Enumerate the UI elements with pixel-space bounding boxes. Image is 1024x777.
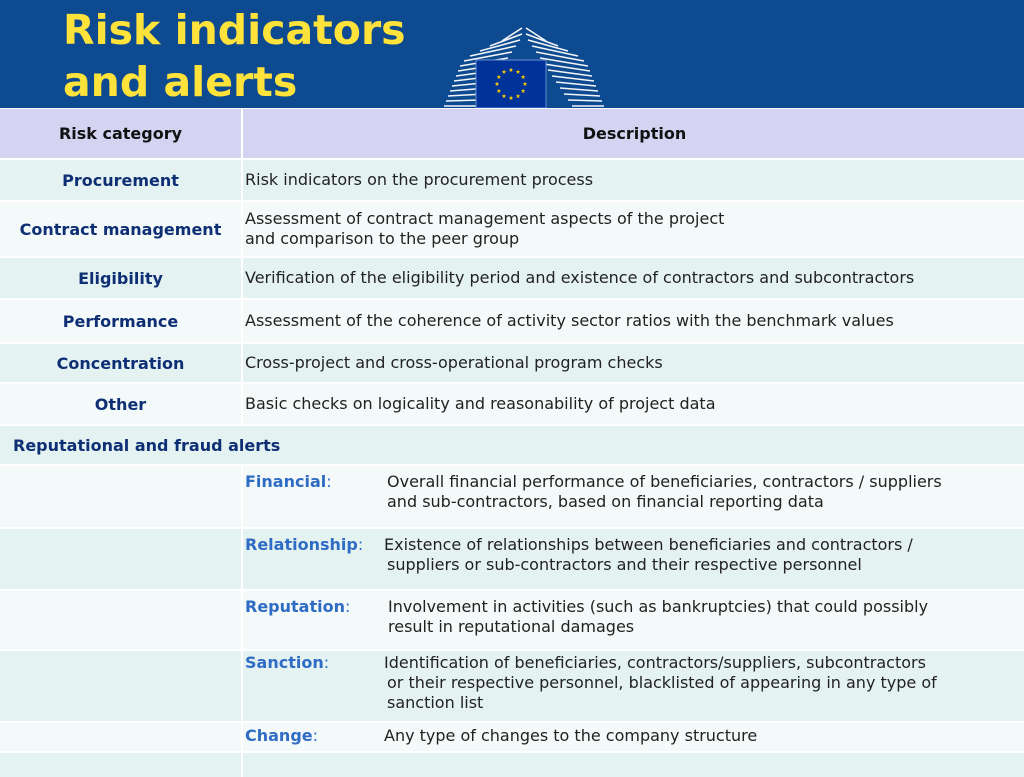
table-row	[0, 300, 1024, 344]
table-row	[0, 384, 1024, 426]
risk-table	[0, 109, 1024, 777]
category-eligibility: Eligibility	[0, 258, 243, 298]
category-procurement: Procurement	[0, 160, 243, 200]
alert-row	[0, 651, 1024, 723]
alert-label-reputation: Reputation:	[245, 597, 351, 616]
alert-row	[0, 529, 1024, 591]
title-line-1: Risk indicators	[63, 6, 406, 54]
alert-row	[0, 466, 1024, 529]
alert-text-sanction: Identification of beneficiaries, contractors/suppliers, subcontractors or their respective personnel, blacklisted of appearing in any type of sanction list	[384, 653, 937, 712]
table-row	[0, 160, 1024, 202]
section-title: Reputational and fraud alerts	[13, 435, 281, 455]
alert-row	[0, 723, 1024, 753]
slide-header	[0, 0, 1024, 108]
header-description: Description	[582, 123, 687, 143]
description-concentration: Cross-project and cross-operational program checks	[245, 353, 663, 372]
table-row	[0, 202, 1024, 258]
alert-text-reputation: Involvement in activities (such as bankruptcies) that could possibly result in reputational damages	[388, 597, 929, 636]
alert-label-change: Change:	[245, 726, 319, 745]
alert-label-relationship: Relationship:	[245, 535, 364, 554]
category-performance: Performance	[0, 300, 243, 342]
title-line-2: and alerts	[63, 58, 298, 106]
description-contract-management: Assessment of contract management aspects of the project and comparison to the peer group	[245, 209, 725, 248]
table-header-row	[0, 109, 1024, 160]
alert-label-sanction: Sanction:	[245, 653, 330, 672]
category-concentration: Concentration	[0, 344, 243, 382]
eu-commission-logo-icon	[440, 26, 608, 108]
table-row	[0, 344, 1024, 384]
description-performance: Assessment of the coherence of activity sector ratios with the benchmark values	[245, 311, 894, 330]
description-procurement: Risk indicators on the procurement process	[245, 170, 594, 189]
alert-label-financial: Financial:	[245, 472, 332, 491]
table-row	[0, 753, 1024, 777]
alert-row	[0, 591, 1024, 651]
alert-text-change: Any type of changes to the company structure	[384, 726, 758, 745]
description-other: Basic checks on logicality and reasonability of project data	[245, 394, 716, 413]
category-contract-management: Contract management	[0, 202, 243, 256]
section-row	[0, 426, 1024, 466]
description-eligibility: Verification of the eligibility period and existence of contractors and subcontractors	[245, 268, 915, 287]
header-risk-category: Risk category	[0, 109, 243, 158]
alert-text-financial: Overall financial performance of beneficiaries, contractors / suppliers and sub-contractors, based on financial reporting data	[387, 472, 942, 511]
alert-text-relationship: Existence of relationships between beneficiaries and contractors / suppliers or sub-contractors and their respective personnel	[384, 535, 913, 574]
slide-title	[63, 4, 406, 108]
table-row	[0, 258, 1024, 300]
category-other: Other	[0, 384, 243, 424]
